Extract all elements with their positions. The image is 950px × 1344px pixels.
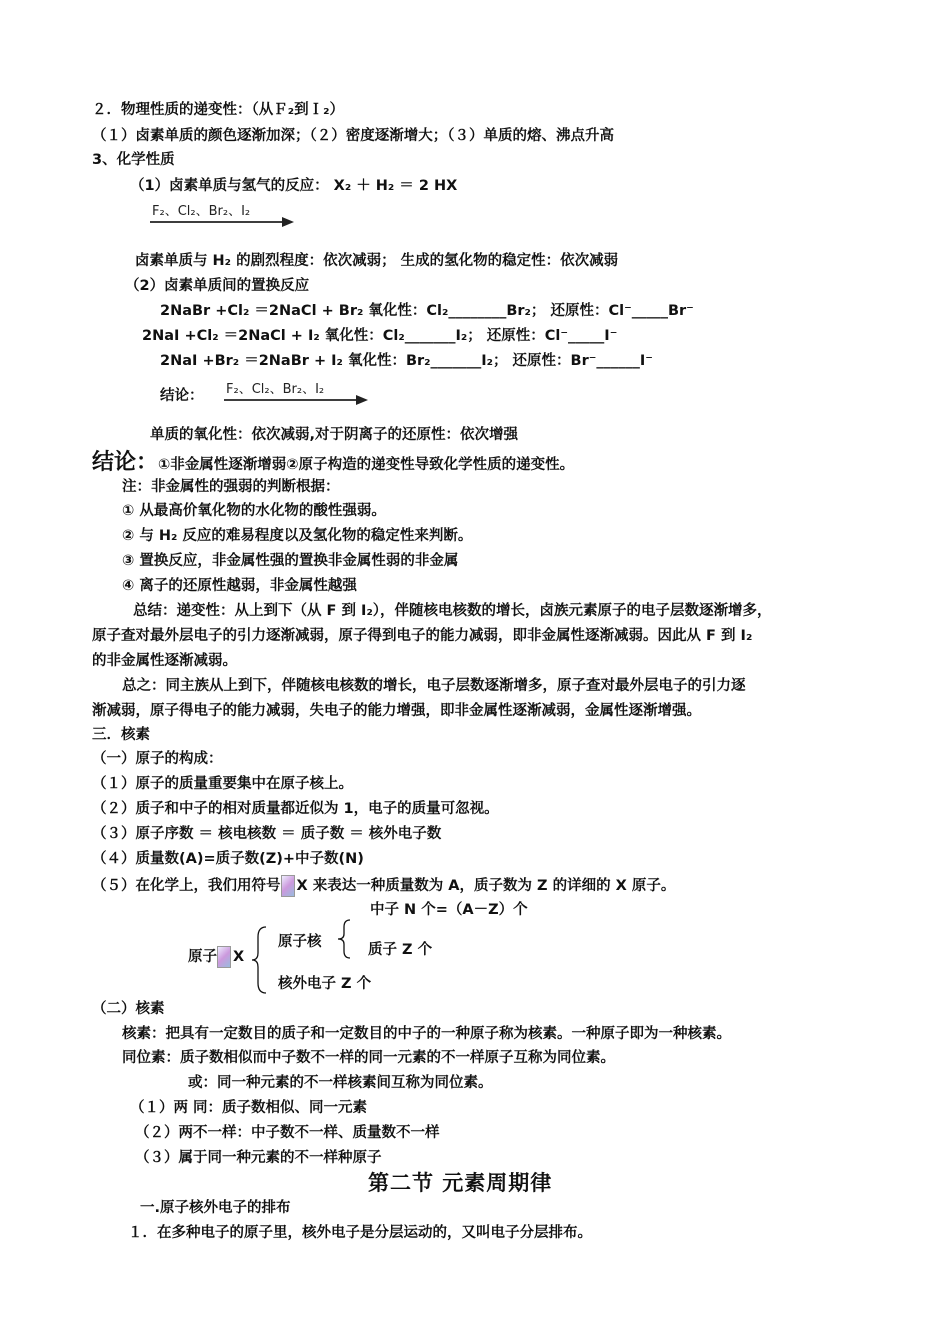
text-line: 注：非金属性的强弱的判断根据：	[122, 479, 340, 495]
arrow-icon	[148, 216, 298, 228]
text-line: （１）两 同：质子数相似、同一元素	[130, 1100, 368, 1116]
text-line: （３）原子序数 ＝ 核电核数 ＝ 质子数 ＝ 核外电子数	[92, 826, 442, 842]
chapter-heading: 第二节 元素周期律	[368, 1171, 553, 1195]
left-brace-icon	[250, 925, 270, 995]
conclusion-heading: 结论：	[92, 450, 159, 475]
text-line: ２．物理性质的递变性：（从Ｆ₂到Ｉ₂）	[92, 102, 344, 118]
section-heading: 三．核素	[92, 727, 150, 743]
text-line: （５）在化学上，我们用符号 X 来表达一种质量数为 A，质子数为 Z 的详细的 X 原子。	[92, 875, 675, 897]
text-line: 卤素单质与 H₂ 的剧烈程度：依次减弱； 生成的氢化物的稳定性：依次减弱	[135, 253, 619, 269]
text-line: 渐减弱，原子得电子的能力减弱，失电子的能力增强，即非金属性逐渐减弱，金属性逐渐增强。	[92, 703, 701, 719]
diagram-proton: 质子 Z 个	[368, 942, 433, 958]
diagram-electron: 核外电子 Z 个	[278, 976, 372, 992]
reaction-line: 2NaI +Cl₂ ＝2NaCl + I₂ 氧化性：Cl₂_______I₂； 还原性：Cl⁻_____I⁻	[142, 328, 618, 344]
text-line: 3、化学性质	[92, 152, 175, 168]
text-line: 原子查对最外层电子的引力逐渐减弱，原子得到电子的能力减弱，即非金属性逐渐减弱。因此从 F 到 I₂	[92, 628, 753, 644]
text-line: 总之：同主族从上到下，伴随核电核数的增长，电子层数逐渐增多，原子查对最外层电子的引力逐	[122, 678, 746, 694]
arrow-label: F₂、Cl₂、Br₂、I₂	[152, 204, 251, 219]
text-line: （一）原子的构成：	[92, 751, 223, 767]
nuclide-symbol-image	[217, 946, 231, 968]
reaction-line: 2NaI +Br₂ ＝2NaBr + I₂ 氧化性：Br₂_______I₂； 还原性：Br⁻______I⁻	[160, 353, 653, 369]
text-line: １．在多种电子的原子里，核外电子是分层运动的，又叫电子分层排布。	[128, 1225, 592, 1241]
arrow-icon	[222, 394, 372, 406]
diagram-atom: 原子 X	[188, 946, 244, 968]
text-line: （1）卤素单质与氢气的反应： X₂ ＋ H₂ ＝ 2 HX	[130, 178, 458, 194]
text-line: （３）属于同一种元素的不一样种原子	[135, 1150, 382, 1166]
text-line: （１）原子的质量重要集中在原子核上。	[92, 776, 353, 792]
text-line: 总结：递变性：从上到下（从 F 到 I₂），伴随核电核数的增长，卤族元素原子的电子层数逐渐增多，	[133, 603, 772, 619]
halogen-order-arrow	[148, 200, 298, 230]
text-line: ① 从最高价氧化物的水化物的酸性强弱。	[122, 503, 386, 519]
text-line: （2）卤素单质间的置换反应	[125, 278, 310, 294]
text-line: （１）卤素单质的颜色逐渐加深；（２）密度逐渐增大；（３）单质的熔、沸点升高	[92, 128, 614, 144]
text-line: ② 与 H₂ 反应的难易程度以及氢化物的稳定性来判断。	[122, 528, 473, 544]
diagram-neutron: 中子 N 个=（A－Z）个	[370, 902, 528, 918]
arrow-label: F₂、Cl₂、Br₂、I₂	[226, 382, 325, 397]
diagram-nucleus: 原子核	[278, 934, 322, 950]
section-heading: （二）核素	[92, 1001, 165, 1017]
nuclide-symbol-image	[281, 875, 295, 897]
text-line: （２）两不一样：中子数不一样、质量数不一样	[135, 1125, 440, 1141]
text-line: ④ 离子的还原性越弱，非金属性越强	[122, 578, 357, 594]
text-line: （２）质子和中子的相对质量都近似为 1，电子的质量可忽视。	[92, 801, 499, 817]
text-line: 单质的氧化性：依次减弱,对于阴离子的还原性：依次增强	[150, 427, 519, 443]
text-line: （４）质量数(A)=质子数(Z)+中子数(N)	[92, 851, 364, 867]
text-line: 或：同一种元素的不一样核素间互称为同位素。	[188, 1075, 493, 1091]
reaction-line: 2NaBr +Cl₂ ＝2NaCl + Br₂ 氧化性：Cl₂________Br₂； 还原性：Cl⁻_____Br⁻	[160, 303, 694, 319]
left-brace-icon	[336, 918, 354, 960]
text-line: 一.原子核外电子的排布	[140, 1200, 291, 1216]
halogen-order-arrow	[222, 378, 372, 408]
conclusion-line	[92, 450, 574, 478]
conclusion-text: ①非金属性逐渐增弱②原子构造的递变性导致化学性质的递变性。	[158, 457, 575, 473]
text-line: 结论：	[160, 388, 204, 404]
text-line: ③ 置换反应，非金属性强的置换非金属性弱的非金属	[122, 553, 459, 569]
text-line: 的非金属性逐渐减弱。	[92, 653, 237, 669]
text-line: 核素：把具有一定数目的质子和一定数目的中子的一种原子称为核素。一种原子即为一种核素。	[122, 1026, 731, 1042]
text-line: 同位素：质子数相似而中子数不一样的同一元素的不一样原子互称为同位素。	[122, 1050, 615, 1066]
